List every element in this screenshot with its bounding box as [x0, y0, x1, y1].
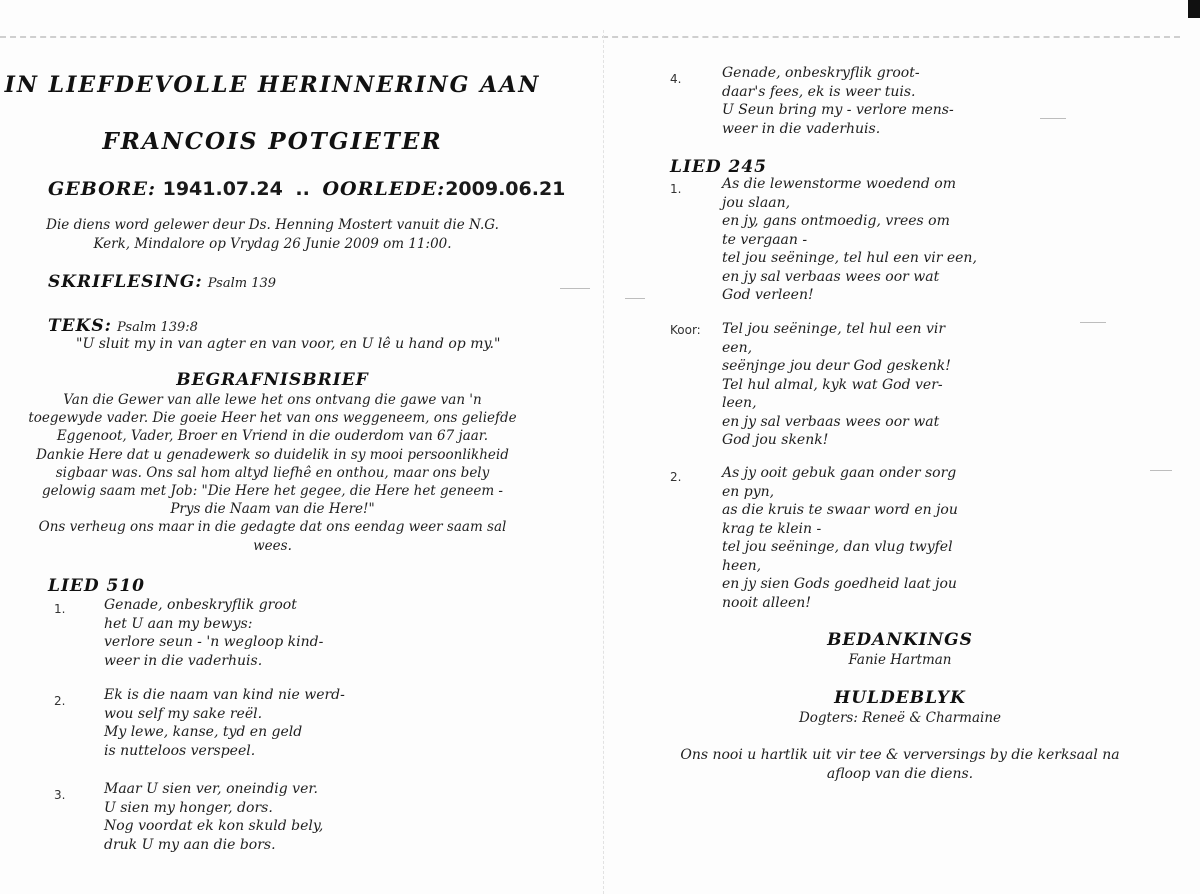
dates-line — [48, 178, 565, 200]
verse-line: God jou skenk! — [722, 432, 829, 448]
verse-line: druk U my aan die bors. — [104, 836, 276, 853]
verse-line: het U aan my bewys: — [104, 615, 253, 632]
verse-line: daar's fees, ek is weer tuis. — [722, 83, 916, 100]
text-value: Psalm 139:8 — [117, 320, 198, 335]
verse-line: leen, — [722, 395, 757, 411]
thanks-heading: BEDANKINGS — [827, 630, 973, 650]
letter-line: Eggenoot, Vader, Broer en Vriend in die ouderdom van 67 jaar. — [56, 428, 489, 445]
service-info — [0, 216, 545, 254]
hymn-245-heading: LIED 245 — [670, 157, 768, 177]
verse-line: tel jou seëninge, dan vlug twyfel — [722, 539, 953, 555]
memorial-title: IN LIEFDEVOLLE HERINNERING AAN — [4, 72, 541, 98]
verse-line: tel jou seëninge, tel hul een vir een, — [722, 250, 977, 266]
verse-number: 2. — [670, 470, 682, 484]
verse-line: Maar U sien ver, oneindig ver. — [104, 781, 318, 797]
letter-line: Van die Gewer van alle lewe het ons ontvang die gawe van 'n — [63, 392, 482, 408]
verse-line: en pyn, — [722, 483, 775, 500]
reading-value: Psalm 139 — [207, 276, 277, 291]
invite-line: Ons nooi u hartlik uit vir tee & verversings by die kerksaal na — [680, 747, 1120, 763]
verse-line: en jy sal verbaas wees oor wat — [722, 413, 940, 430]
text-label: TEKS: — [48, 316, 112, 336]
letter-line: sigbaar was. Ons sal hom altyd liefhê en onthou, maar ons bely — [55, 464, 490, 481]
verse-number: 1. — [670, 182, 682, 196]
verse-line: U sien my honger, dors. — [104, 799, 273, 816]
verse-line: verlore seun - 'n wegloop kind- — [104, 634, 324, 650]
verse-line: jou slaan, — [722, 194, 791, 211]
born-label: GEBORE: — [48, 178, 156, 200]
refreshments-invitation — [660, 746, 1140, 784]
verse-line: en jy, gans ontmoedig, vrees om — [722, 213, 950, 229]
verse-line: weer in die vaderhuis. — [104, 652, 263, 669]
verse-line: weer in die vaderhuis. — [722, 120, 881, 137]
verse-line: Tel hul almal, kyk wat God ver- — [722, 376, 943, 393]
verse-number: 2. — [54, 694, 66, 708]
verse-line: een, — [722, 339, 753, 356]
service-line: Die diens word gelewer deur Ds. Henning Mostert vanuit die N.G. — [46, 217, 499, 233]
verse-line: As die lewenstorme woedend om — [722, 176, 956, 192]
invite-line: afloop van die diens. — [826, 766, 974, 782]
hymn-510-heading: LIED 510 — [48, 576, 146, 596]
died-date: 2009.06.21 — [445, 178, 566, 200]
verse-line: as die kruis te swaar word en jou — [722, 502, 958, 518]
letter-line: toegewyde vader. Die goeie Heer het van ons weggeneem, ons geliefde — [28, 410, 517, 427]
verse-line: en jy sien Gods goedheid laat jou — [722, 576, 957, 592]
verse-line: Ek is die naam van kind nie werd- — [104, 687, 345, 703]
text-quote: "U sluit my in van agter en van voor, en U lê u hand op my." — [76, 336, 501, 352]
chorus-label: Koor: — [670, 323, 701, 337]
letter-line: gelowig saam met Job: "Die Here het gegee, die Here het geneem - — [42, 483, 503, 500]
reading-label: SKRIFLESING: — [48, 272, 203, 292]
verse-line: seënjnge jou deur God geskenk! — [722, 358, 951, 374]
verse-line: en jy sal verbaas wees oor wat — [722, 268, 940, 285]
right-page — [600, 0, 1200, 894]
funeral-letter-heading: BEGRAFNISBRIEF — [176, 370, 369, 390]
letter-line: wees. — [253, 537, 292, 554]
thanks-name: Fanie Hartman — [848, 652, 952, 668]
born-date: 1941.07.24 — [162, 178, 283, 200]
scripture-reading — [48, 272, 276, 292]
service-line: Kerk, Mindalore op Vrydag 26 Junie 2009 om 11:00. — [93, 236, 452, 252]
verse-line: Tel jou seëninge, tel hul een vir — [722, 321, 946, 337]
verse-line: As jy ooit gebuk gaan onder sorg — [722, 465, 957, 481]
tribute-heading: HULDEBLYK — [834, 688, 966, 708]
verse-line: Genade, onbeskryflik groot — [104, 597, 297, 613]
deceased-name: FRANCOIS POTGIETER — [102, 128, 443, 155]
verse-line: wou self my sake reël. — [104, 705, 263, 722]
verse-line: My lewe, kanse, tyd en geld — [104, 724, 303, 740]
verse-number: 4. — [670, 72, 682, 86]
verse-number: 3. — [54, 788, 66, 802]
verse-line: te vergaan - — [722, 231, 808, 248]
verse-line: krag te klein - — [722, 520, 822, 537]
sermon-text — [48, 316, 198, 336]
letter-line: Prys die Naam van die Here!" — [170, 501, 375, 518]
letter-line: Ons verheug ons maar in die gedagte dat ons eendag weer saam sal — [38, 519, 507, 536]
verse-number: 1. — [54, 602, 66, 616]
died-label: OORLEDE: — [322, 178, 446, 200]
tribute-names: Dogters: Reneë & Charmaine — [798, 710, 1002, 726]
verse-line: Nog voordat ek kon skuld bely, — [104, 818, 324, 834]
verse-line: U Seun bring my - verlore mens- — [722, 102, 954, 118]
verse-line: is nutteloos verspeel. — [104, 742, 256, 759]
verse-line: nooit alleen! — [722, 594, 811, 611]
funeral-letter — [0, 391, 545, 555]
verse-line: heen, — [722, 557, 762, 574]
verse-line: God verleen! — [722, 287, 814, 303]
date-separator: .. — [295, 178, 310, 200]
letter-line: Dankie Here dat u genadewerk so duidelik in sy mooi persoonlikheid — [36, 446, 509, 463]
verse-line: Genade, onbeskryflik groot- — [722, 65, 920, 81]
